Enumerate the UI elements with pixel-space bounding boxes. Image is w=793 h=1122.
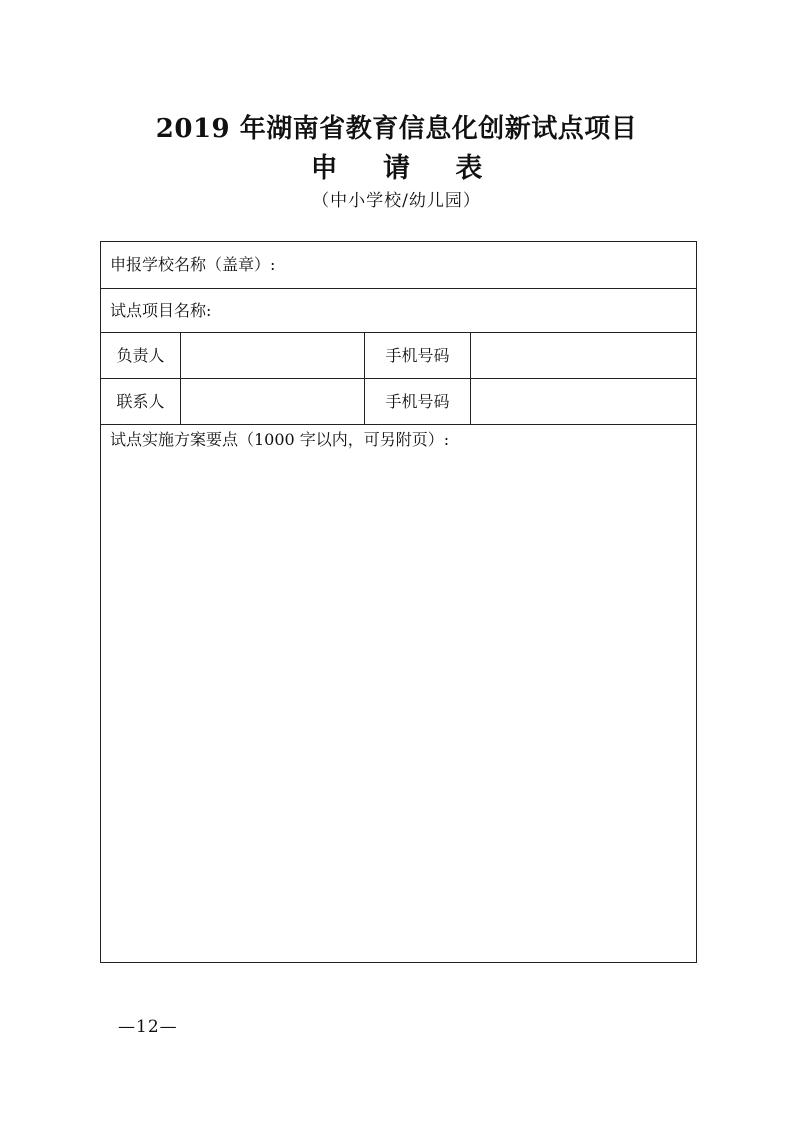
- contact-row: [101, 379, 697, 425]
- contact-phone-input[interactable]: [471, 379, 697, 425]
- leader-row: [101, 333, 697, 379]
- form-title: 2019 年湖南省教育信息化创新试点项目: [155, 114, 638, 144]
- leader-phone-input[interactable]: [471, 333, 697, 379]
- leader-label: 负责人: [101, 333, 181, 379]
- plan-row: [101, 425, 697, 963]
- school-name-row: [101, 242, 697, 289]
- contact-input[interactable]: [181, 379, 365, 425]
- form-subtitle: 申 请 表: [310, 153, 501, 184]
- page-number: —12—: [118, 1017, 178, 1037]
- application-form-table: [100, 241, 697, 963]
- leader-phone-label: 手机号码: [365, 333, 471, 379]
- contact-label: 联系人: [101, 379, 181, 425]
- school-name-field[interactable]: [101, 242, 697, 289]
- plan-label: 试点实施方案要点（1000 字以内，可另附页）:: [110, 430, 450, 449]
- form-scope-note: （中小学校/幼儿园）: [312, 191, 481, 211]
- school-name-label: 申报学校名称（盖章）:: [110, 255, 276, 274]
- plan-field[interactable]: [101, 425, 697, 963]
- project-name-label: 试点项目名称:: [110, 300, 212, 320]
- project-name-row: [101, 289, 697, 333]
- leader-input[interactable]: [181, 333, 365, 379]
- contact-phone-label: 手机号码: [365, 379, 471, 425]
- project-name-field[interactable]: [101, 289, 697, 333]
